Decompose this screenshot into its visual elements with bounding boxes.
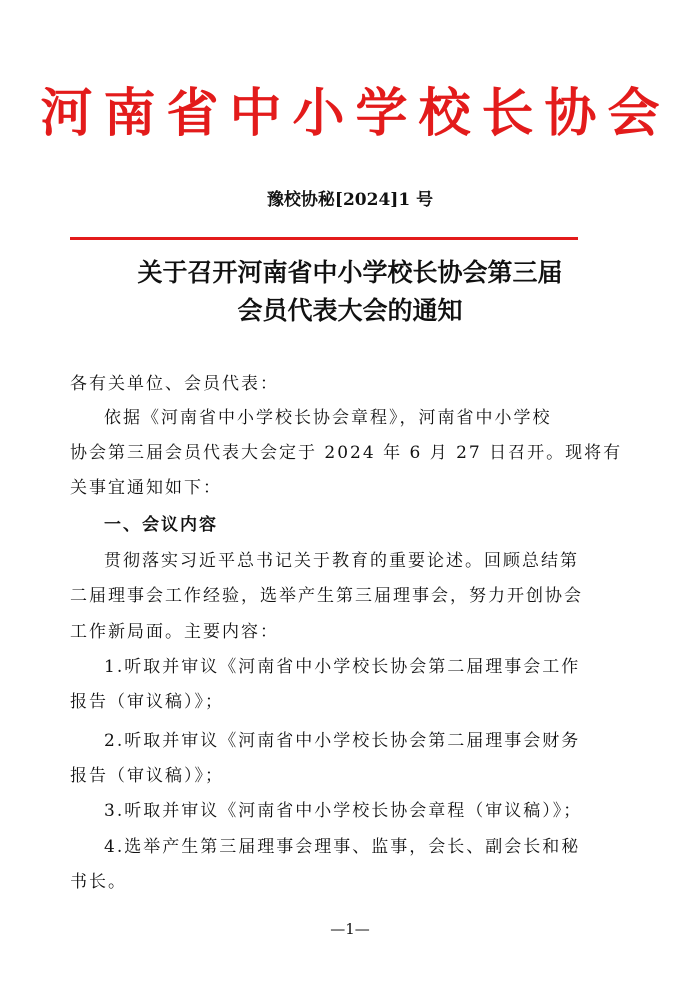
red-divider — [70, 237, 578, 240]
list-item-4-cont: 书长。 — [70, 872, 127, 892]
list-item-2: 2.听取并审议《河南省中小学校长协会第二届理事会财务 — [104, 731, 581, 751]
section-body-line-3: 工作新局面。主要内容： — [70, 622, 279, 642]
list-item-1: 1.听取并审议《河南省中小学校长协会第二届理事会工作 — [104, 657, 581, 677]
list-item-4: 4.选举产生第三届理事会理事、监事，会长、副会长和秘 — [104, 837, 581, 857]
salutation: 各有关单位、会员代表： — [70, 374, 279, 394]
list-item-1-cont: 报告（审议稿）》； — [70, 692, 224, 712]
section-body-line-1: 贯彻落实习近平总书记关于教育的重要论述。回顾总结第 — [104, 551, 579, 571]
org-title: 河南省中小学校长协会 — [40, 84, 671, 144]
intro-line-1: 依据《河南省中小学校长协会章程》，河南省中小学校 — [104, 408, 552, 428]
document-number: 豫校协秘[2024]1 号 — [266, 190, 434, 210]
intro-line-2: 协会第三届会员代表大会定于 2024 年 6 月 27 日召开。现将有 — [70, 443, 623, 463]
intro-line-3: 关事宜通知如下： — [70, 478, 222, 498]
list-item-3: 3.听取并审议《河南省中小学校长协会章程（审议稿）》； — [104, 801, 583, 821]
notice-title-line-2: 会员代表大会的通知 — [237, 296, 463, 325]
list-item-2-cont: 报告（审议稿）》； — [70, 766, 224, 786]
notice-title-line-1: 关于召开河南省中小学校长协会第三届 — [137, 258, 563, 287]
section-heading: 一、会议内容 — [104, 515, 218, 535]
page-number: —1— — [330, 920, 370, 938]
section-body-line-2: 二届理事会工作经验，选举产生第三届理事会，努力开创协会 — [70, 586, 583, 606]
